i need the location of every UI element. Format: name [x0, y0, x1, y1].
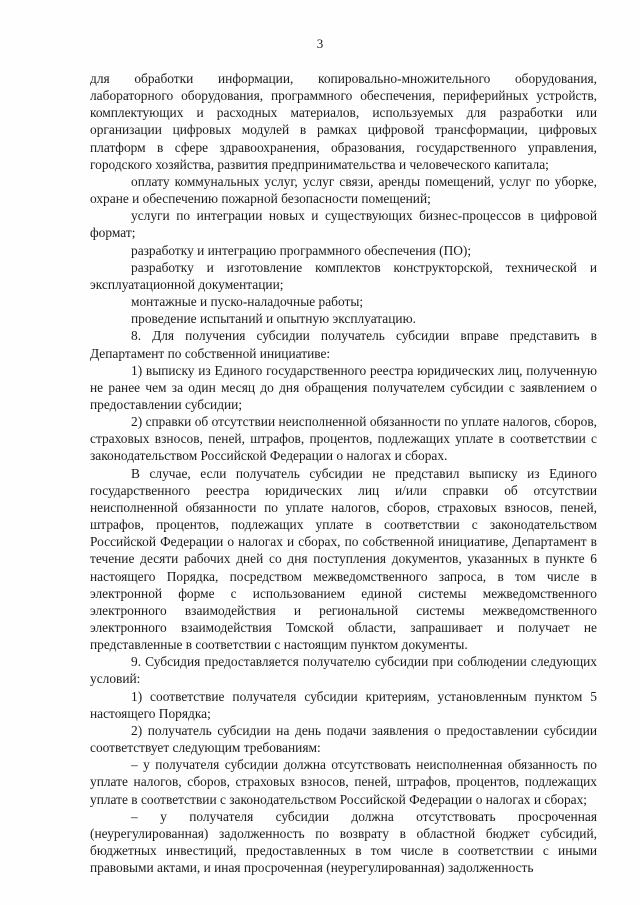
paragraph-clause-9-item-2: 2) получатель субсидии на день подачи заявления о предоставлении субсидии соответствует следующим требованиям: [90, 722, 597, 756]
paragraph-testing: проведение испытаний и опытную эксплуатацию. [131, 311, 416, 327]
page-number: 3 [316, 36, 324, 51]
paragraph-utilities: оплату коммунальных услуг, услуг связи, аренды помещений, услуг по уборке, охране и обеспечению пожарной безопасности помещений; [90, 173, 597, 207]
paragraph-installation: монтажные и пуско-наладочные работы; [131, 294, 364, 310]
paragraph-equipment-continuation: для обработки информации, копировально-множительного оборудования, лабораторного оборудования, программного обеспечения, периферийных устройств, комплектующих и расходных материалов, используемых для разработки или организации цифровых модулей в рамках цифровой трансформации, цифровых платформ в сфере здравоохранения, образования, государственного управления, городского хозяйства, развития предпринимательства и человеческого капитала; [90, 71, 597, 172]
document-body [90, 70, 597, 876]
paragraph-clause-8-item-2: 2) справки об отсутствии неисполненной обязанности по уплате налогов, сборов, страховых взносов, пеней, штрафов, процентов, подлежащих уплате в соответствии с законодательством Российской Федерации о налогах и сборах. [90, 414, 597, 464]
paragraph-integration-services: услуги по интеграции новых и существующих бизнес-процессов в цифровой формат; [90, 208, 597, 241]
paragraph-clause-8: 8. Для получения субсидии получатель субсидии вправе представить в Департамент по собственной инициативе: [90, 328, 597, 361]
paragraph-requirement-debt: – у получателя субсидии должна отсутствовать просроченная (неурегулированная) задолженность по возврату в областной бюджет субсидий, бюджетных инвестиций, предоставленных в том числе в соответствии с иными правовыми актами, и иная просроченная (неурегулированная) задолженность [90, 808, 597, 876]
paragraph-interagency-request: В случае, если получатель субсидии не представил выписку из Единого государственного реестра юридических лиц и/или справки об отсутствии неисполненной обязанности по уплате налогов, сборов, страховых взносов, пеней, штрафов, процентов, подлежащих уплате в соответствии с законодательством Российской Федерации о налогах и сборах, по собственной инициативе, Департамент в течение десяти рабочих дней со дня поступления документов, указанных в пункте 6 настоящего Порядка, посредством межведомственного запроса, в том числе в электронной форме с использованием единой системы межведомственного электронного взаимодействия и региональной системы межведомственного электронного взаимодействия Томской области, запрашивает и получает не представленные в соответствии с настоящим пунктом документы. [90, 465, 597, 653]
paragraph-documentation: разработку и изготовление комплектов конструкторской, технической и эксплуатационной документации; [90, 259, 597, 292]
paragraph-clause-8-item-1: 1) выписку из Единого государственного реестра юридических лиц, полученную не ранее чем за один месяц до дня обращения получателем субсидии с заявлением о предоставлении субсидии; [90, 362, 597, 412]
paragraph-clause-9-item-1: 1) соответствие получателя субсидии критериям, установленным пунктом 5 настоящего Порядка; [90, 688, 597, 721]
paragraph-requirement-taxes: – у получателя субсидии должна отсутствовать неисполненная обязанность по уплате налогов, сборов, страховых взносов, пеней, штрафов, процентов, подлежащих уплате в соответствии с законодательством Российской Федерации о налогах и сборах; [90, 757, 597, 807]
paragraph-clause-9: 9. Субсидия предоставляется получателю субсидии при соблюдении следующих условий: [90, 654, 597, 687]
paragraph-software-development: разработку и интеграцию программного обеспечения (ПО); [131, 242, 472, 258]
